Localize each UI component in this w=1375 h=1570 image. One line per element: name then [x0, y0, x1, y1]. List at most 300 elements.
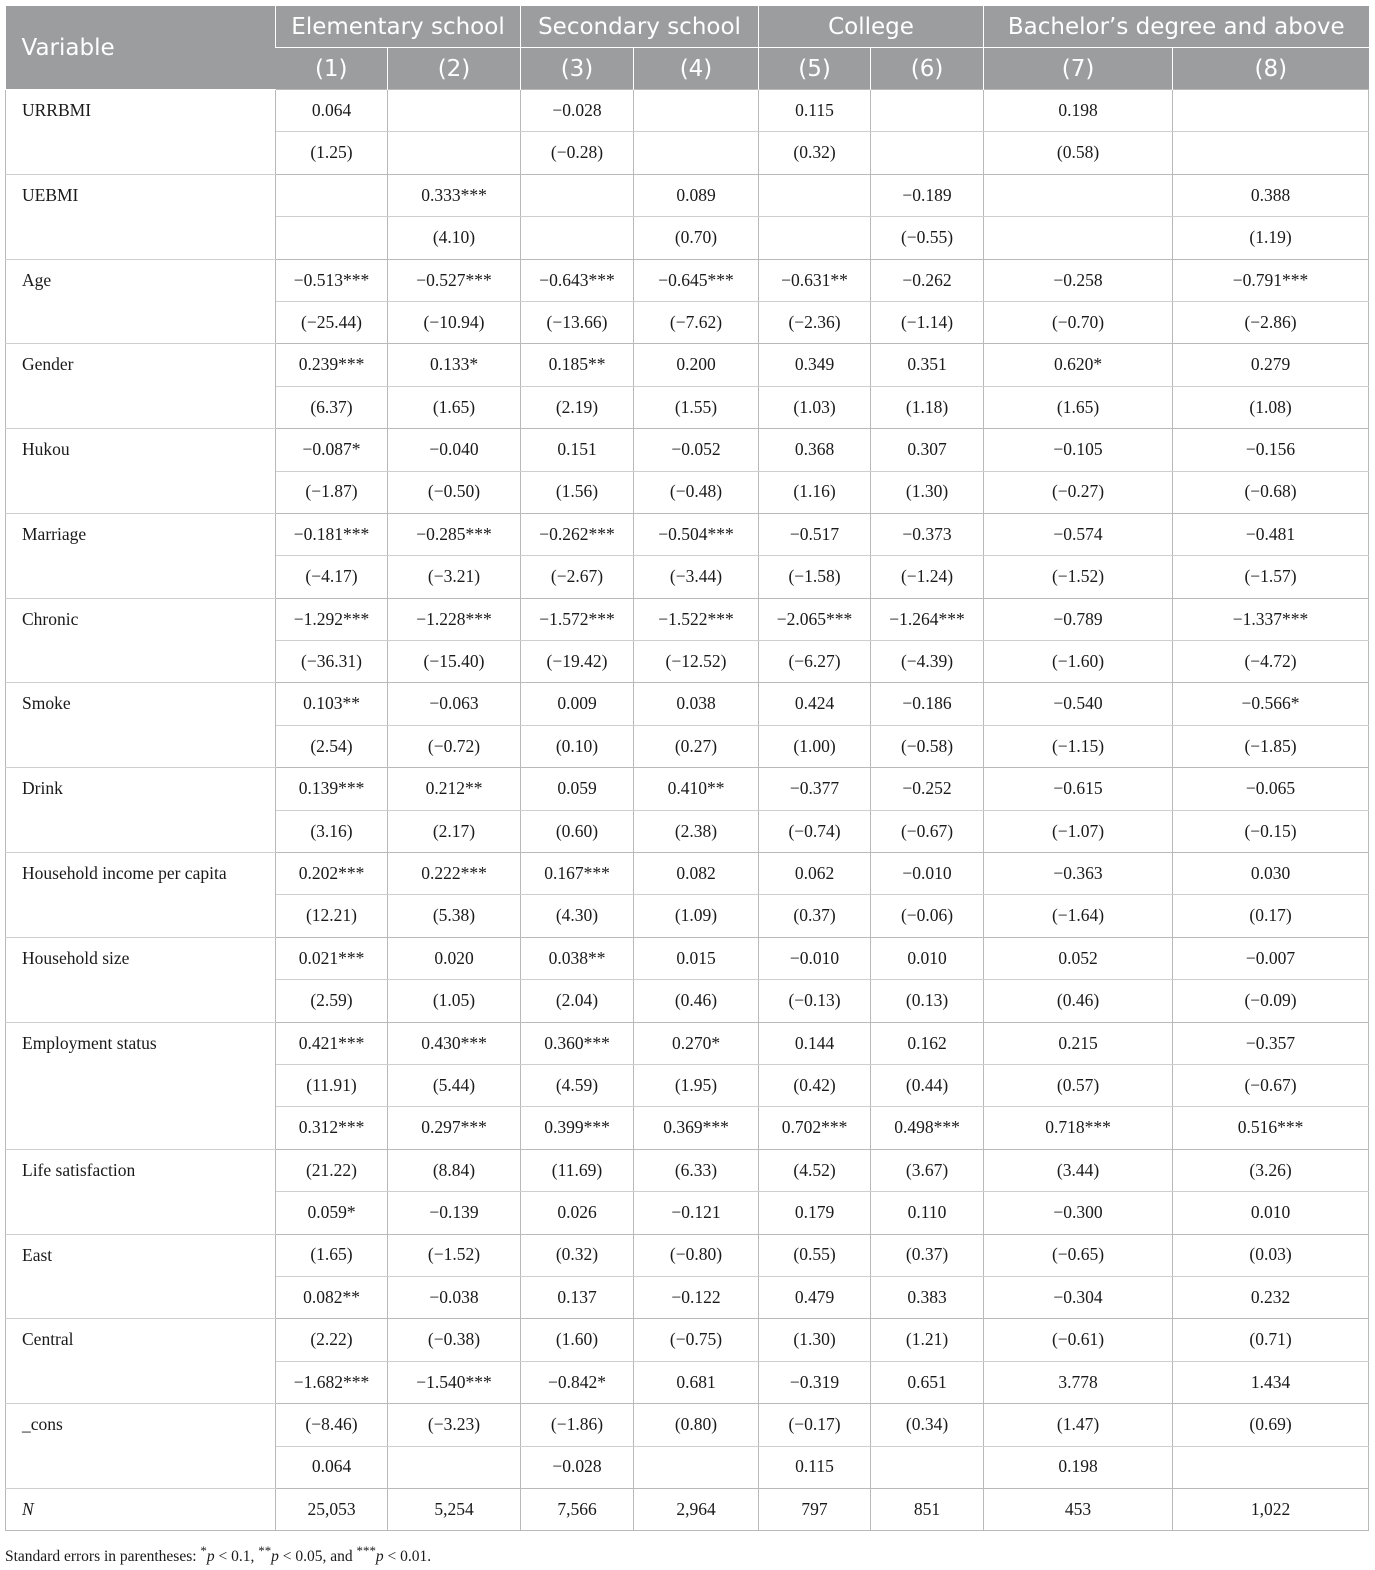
table-cell: (2.04)	[521, 980, 634, 1022]
row-label: _cons	[6, 1404, 276, 1489]
table-cell: (−0.28)	[521, 132, 634, 174]
table-row	[6, 344, 1369, 386]
table-cell: 1,022	[1173, 1488, 1369, 1530]
table-cell: (1.65)	[276, 1234, 388, 1276]
table-cell: (0.60)	[521, 810, 634, 852]
table-cell: (−0.09)	[1173, 980, 1369, 1022]
table-cell: −1.572***	[521, 598, 634, 640]
table-cell: (1.21)	[871, 1319, 984, 1361]
row-label: N	[6, 1488, 276, 1530]
table-cell: −0.252	[871, 768, 984, 810]
table-cell	[276, 217, 388, 259]
table-cell: 0.307	[871, 429, 984, 471]
table-cell: 0.222***	[388, 853, 521, 895]
table-cell: 0.038**	[521, 937, 634, 979]
table-cell: (−0.17)	[759, 1404, 871, 1446]
table-row	[6, 90, 1369, 132]
table-cell: 0.137	[521, 1276, 634, 1318]
table-cell: 0.010	[1173, 1192, 1369, 1234]
footnote-star: **	[258, 1543, 272, 1558]
table-cell: −0.028	[521, 90, 634, 132]
table-cell: −0.357	[1173, 1022, 1369, 1064]
row-label: Chronic	[6, 598, 276, 683]
table-cell: −0.156	[1173, 429, 1369, 471]
table-row	[6, 429, 1369, 471]
table-cell: (−3.23)	[388, 1404, 521, 1446]
table-cell: 0.144	[759, 1022, 871, 1064]
table-cell: (0.27)	[634, 725, 759, 767]
table-cell: (1.19)	[1173, 217, 1369, 259]
table-cell: (0.13)	[871, 980, 984, 1022]
table-cell: −0.040	[388, 429, 521, 471]
group-header-secondary-school: Secondary school	[521, 6, 759, 48]
table-cell: 0.064	[276, 1446, 388, 1488]
table-cell: (0.46)	[634, 980, 759, 1022]
table-cell: (−0.75)	[634, 1319, 759, 1361]
row-label: Marriage	[6, 513, 276, 598]
row-label: Age	[6, 259, 276, 344]
table-cell: −0.010	[759, 937, 871, 979]
table-row	[6, 1149, 1369, 1191]
table-cell: (−4.72)	[1173, 641, 1369, 683]
table-cell: (−0.50)	[388, 471, 521, 513]
table-cell: 453	[984, 1488, 1173, 1530]
table-cell: −0.574	[984, 513, 1173, 555]
table-cell: 0.064	[276, 90, 388, 132]
table-cell	[521, 174, 634, 216]
table-cell: (−1.15)	[984, 725, 1173, 767]
table-cell: (0.70)	[634, 217, 759, 259]
table-cell: 0.038	[634, 683, 759, 725]
table-cell: (6.33)	[634, 1149, 759, 1191]
table-cell: (−0.58)	[871, 725, 984, 767]
row-label: UEBMI	[6, 174, 276, 259]
table-cell: (−36.31)	[276, 641, 388, 683]
table-cell: (−4.17)	[276, 556, 388, 598]
table-cell: (−0.74)	[759, 810, 871, 852]
table-cell: −0.615	[984, 768, 1173, 810]
table-cell: (11.69)	[521, 1149, 634, 1191]
table-cell: (−0.15)	[1173, 810, 1369, 852]
table-cell	[634, 90, 759, 132]
table-cell: −1.292***	[276, 598, 388, 640]
table-cell: 0.115	[759, 1446, 871, 1488]
table-cell: 0.681	[634, 1361, 759, 1403]
table-cell	[1173, 90, 1369, 132]
table-cell: (1.08)	[1173, 386, 1369, 428]
table-cell: −0.566*	[1173, 683, 1369, 725]
table-cell: (0.03)	[1173, 1234, 1369, 1276]
table-cell: 0.167***	[521, 853, 634, 895]
table-cell: (−8.46)	[276, 1404, 388, 1446]
table-cell: (4.52)	[759, 1149, 871, 1191]
table-cell	[871, 1446, 984, 1488]
column-number-header: (1)	[276, 48, 388, 90]
table-cell: 0.215	[984, 1022, 1173, 1064]
table-cell: (−1.57)	[1173, 556, 1369, 598]
table-cell: 0.297***	[388, 1107, 521, 1149]
table-cell: −1.682***	[276, 1361, 388, 1403]
table-cell: −0.285***	[388, 513, 521, 555]
table-row	[6, 937, 1369, 979]
table-cell: −0.258	[984, 259, 1173, 301]
row-label: URRBMI	[6, 90, 276, 175]
table-cell	[634, 1446, 759, 1488]
table-cell: 0.702***	[759, 1107, 871, 1149]
table-cell: (2.22)	[276, 1319, 388, 1361]
row-label: Drink	[6, 768, 276, 853]
table-body	[6, 90, 1369, 1531]
table-cell: 0.021***	[276, 937, 388, 979]
table-cell: 0.212**	[388, 768, 521, 810]
table-cell: 2,964	[634, 1488, 759, 1530]
table-cell: (−15.40)	[388, 641, 521, 683]
table-cell: (1.65)	[388, 386, 521, 428]
table-cell: (4.59)	[521, 1064, 634, 1106]
table-cell: 0.030	[1173, 853, 1369, 895]
table-cell: (1.18)	[871, 386, 984, 428]
table-cell: (−0.38)	[388, 1319, 521, 1361]
table-cell: 0.059	[521, 768, 634, 810]
table-cell: 5,254	[388, 1488, 521, 1530]
footnote-star: ***	[356, 1543, 376, 1558]
table-cell: (4.30)	[521, 895, 634, 937]
table-cell: (1.55)	[634, 386, 759, 428]
column-number-header: (3)	[521, 48, 634, 90]
table-cell: (0.32)	[759, 132, 871, 174]
table-cell: 0.351	[871, 344, 984, 386]
table-cell: (5.38)	[388, 895, 521, 937]
row-label: Employment status	[6, 1022, 276, 1149]
table-cell: (2.59)	[276, 980, 388, 1022]
table-cell: (21.22)	[276, 1149, 388, 1191]
table-cell: (1.65)	[984, 386, 1173, 428]
table-row	[6, 513, 1369, 555]
table-cell: 0.202***	[276, 853, 388, 895]
table-cell: (0.80)	[634, 1404, 759, 1446]
table-cell: 851	[871, 1488, 984, 1530]
table-cell: (1.09)	[634, 895, 759, 937]
table-cell: (1.05)	[388, 980, 521, 1022]
column-number-header: (5)	[759, 48, 871, 90]
table-cell: (0.37)	[871, 1234, 984, 1276]
table-cell: (1.30)	[759, 1319, 871, 1361]
table-cell: 0.369***	[634, 1107, 759, 1149]
table-cell	[759, 174, 871, 216]
table-cell	[1173, 132, 1369, 174]
table-cell: 0.232	[1173, 1276, 1369, 1318]
table-cell: −0.645***	[634, 259, 759, 301]
group-header-college: College	[759, 6, 984, 48]
table-cell	[871, 90, 984, 132]
table-cell: (−19.42)	[521, 641, 634, 683]
table-cell: −0.481	[1173, 513, 1369, 555]
table-cell: 0.410**	[634, 768, 759, 810]
table-cell: 0.151	[521, 429, 634, 471]
table-cell: 0.312***	[276, 1107, 388, 1149]
table-cell: (0.10)	[521, 725, 634, 767]
table-cell: (−1.86)	[521, 1404, 634, 1446]
table-cell: 797	[759, 1488, 871, 1530]
table-cell: 7,566	[521, 1488, 634, 1530]
table-row	[6, 683, 1369, 725]
footnote-lead: Standard errors in parentheses:	[5, 1548, 201, 1566]
table-cell: (1.56)	[521, 471, 634, 513]
table-cell: −0.007	[1173, 937, 1369, 979]
footnote-threshold: < 0.1,	[214, 1548, 259, 1566]
table-cell: 0.009	[521, 683, 634, 725]
table-cell: (2.19)	[521, 386, 634, 428]
table-cell: (2.38)	[634, 810, 759, 852]
column-number-header: (7)	[984, 48, 1173, 90]
table-cell: (1.47)	[984, 1404, 1173, 1446]
table-cell: (3.44)	[984, 1149, 1173, 1191]
table-cell: (−4.39)	[871, 641, 984, 683]
table-cell: (0.37)	[759, 895, 871, 937]
table-cell: 1.434	[1173, 1361, 1369, 1403]
table-cell: (−0.67)	[871, 810, 984, 852]
table-cell: 25,053	[276, 1488, 388, 1530]
table-cell: 0.349	[759, 344, 871, 386]
table-cell: 0.279	[1173, 344, 1369, 386]
table-cell: (−7.62)	[634, 301, 759, 343]
table-cell: 0.270*	[634, 1022, 759, 1064]
table-row	[6, 259, 1369, 301]
table-cell: (−13.66)	[521, 301, 634, 343]
table-row	[6, 853, 1369, 895]
table-cell: −0.065	[1173, 768, 1369, 810]
table-cell: (3.16)	[276, 810, 388, 852]
table-row	[6, 1404, 1369, 1446]
table-cell: (0.34)	[871, 1404, 984, 1446]
table-cell: −0.038	[388, 1276, 521, 1318]
table-cell: 0.239***	[276, 344, 388, 386]
footnote-threshold: < 0.01.	[383, 1548, 432, 1566]
table-cell: (1.95)	[634, 1064, 759, 1106]
table-cell: (−0.80)	[634, 1234, 759, 1276]
table-cell: −0.513***	[276, 259, 388, 301]
table-cell: 0.082**	[276, 1276, 388, 1318]
row-label: Smoke	[6, 683, 276, 768]
table-cell: (−1.60)	[984, 641, 1173, 683]
table-cell: (−0.67)	[1173, 1064, 1369, 1106]
table-cell: −0.373	[871, 513, 984, 555]
table-cell: (−0.48)	[634, 471, 759, 513]
table-cell: −0.028	[521, 1446, 634, 1488]
footnote-threshold: < 0.05, and	[278, 1548, 357, 1566]
table-cell: (2.17)	[388, 810, 521, 852]
variable-column-header: Variable	[6, 6, 276, 90]
table-cell: −0.300	[984, 1192, 1173, 1234]
table-row	[6, 1234, 1369, 1276]
table-cell: 0.388	[1173, 174, 1369, 216]
footnote-p: p	[206, 1548, 215, 1566]
table-cell: −0.262	[871, 259, 984, 301]
table-row	[6, 1319, 1369, 1361]
row-label: Central	[6, 1319, 276, 1404]
table-cell: (−0.06)	[871, 895, 984, 937]
table-cell: (−1.52)	[984, 556, 1173, 598]
table-cell: (1.25)	[276, 132, 388, 174]
table-row	[6, 174, 1369, 216]
table-cell: −0.631**	[759, 259, 871, 301]
table-cell: 0.200	[634, 344, 759, 386]
table-cell: (0.46)	[984, 980, 1173, 1022]
table-cell	[388, 90, 521, 132]
table-cell: −0.304	[984, 1276, 1173, 1318]
table-row	[6, 598, 1369, 640]
table-cell	[276, 174, 388, 216]
table-cell: (4.10)	[388, 217, 521, 259]
table-cell: (0.58)	[984, 132, 1173, 174]
table-cell: (−25.44)	[276, 301, 388, 343]
table-cell: (1.60)	[521, 1319, 634, 1361]
table-cell: (0.69)	[1173, 1404, 1369, 1446]
column-number-header: (8)	[1173, 48, 1369, 90]
table-cell: −0.363	[984, 853, 1173, 895]
table-cell: (−2.67)	[521, 556, 634, 598]
table-cell: 0.198	[984, 90, 1173, 132]
table-cell	[1173, 1446, 1369, 1488]
header-group-row	[6, 6, 1369, 48]
table-cell: (−2.86)	[1173, 301, 1369, 343]
table-cell: (−1.87)	[276, 471, 388, 513]
table-cell: −1.228***	[388, 598, 521, 640]
table-cell: 0.052	[984, 937, 1173, 979]
table-cell: 0.026	[521, 1192, 634, 1234]
table-cell: (0.57)	[984, 1064, 1173, 1106]
table-cell: (3.26)	[1173, 1149, 1369, 1191]
table-cell: −0.517	[759, 513, 871, 555]
sample-size-row	[6, 1488, 1369, 1530]
table-cell: (0.42)	[759, 1064, 871, 1106]
table-cell: 0.399***	[521, 1107, 634, 1149]
table-cell: −0.181***	[276, 513, 388, 555]
row-label: Life satisfaction	[6, 1149, 276, 1234]
table-cell: −0.186	[871, 683, 984, 725]
table-cell: 0.179	[759, 1192, 871, 1234]
table-cell: (12.21)	[276, 895, 388, 937]
footnote-p: p	[271, 1548, 279, 1566]
table-cell: 0.139***	[276, 768, 388, 810]
table-cell: −0.139	[388, 1192, 521, 1234]
table-cell: (0.55)	[759, 1234, 871, 1276]
table-cell: (3.67)	[871, 1149, 984, 1191]
group-header-elementary-school: Elementary school	[276, 6, 521, 48]
table-cell: −0.504***	[634, 513, 759, 555]
table-cell: (−0.27)	[984, 471, 1173, 513]
table-cell: (−6.27)	[759, 641, 871, 683]
table-row	[6, 768, 1369, 810]
table-cell	[759, 217, 871, 259]
table-cell: 0.115	[759, 90, 871, 132]
table-cell: −0.789	[984, 598, 1173, 640]
table-cell: −0.087*	[276, 429, 388, 471]
table-cell	[984, 217, 1173, 259]
table-cell: (−0.68)	[1173, 471, 1369, 513]
table-cell	[871, 132, 984, 174]
table-cell: (−1.24)	[871, 556, 984, 598]
table-cell: 0.383	[871, 1276, 984, 1318]
table-cell: (0.32)	[521, 1234, 634, 1276]
column-number-header: (2)	[388, 48, 521, 90]
table-cell: (−0.70)	[984, 301, 1173, 343]
table-cell: 0.516***	[1173, 1107, 1369, 1149]
table-cell	[634, 132, 759, 174]
table-footnote	[5, 1543, 431, 1566]
table-cell: −1.337***	[1173, 598, 1369, 640]
table-cell: (−2.36)	[759, 301, 871, 343]
table-cell: −0.842*	[521, 1361, 634, 1403]
table-cell: (1.00)	[759, 725, 871, 767]
column-number-header: (6)	[871, 48, 984, 90]
table-cell: −0.527***	[388, 259, 521, 301]
table-cell: 0.360***	[521, 1022, 634, 1064]
table-cell: (−0.55)	[871, 217, 984, 259]
table-cell: 0.368	[759, 429, 871, 471]
row-label: Household income per capita	[6, 853, 276, 938]
table-cell: −0.262***	[521, 513, 634, 555]
table-cell: (0.17)	[1173, 895, 1369, 937]
table-cell: (−1.58)	[759, 556, 871, 598]
table-cell: −0.121	[634, 1192, 759, 1234]
table-cell: 0.020	[388, 937, 521, 979]
table-cell: −0.105	[984, 429, 1173, 471]
table-cell: −0.643***	[521, 259, 634, 301]
table-row	[6, 1022, 1369, 1064]
table-cell: −1.540***	[388, 1361, 521, 1403]
table-cell: (−3.44)	[634, 556, 759, 598]
table-cell: (0.44)	[871, 1064, 984, 1106]
table-cell: −0.010	[871, 853, 984, 895]
table-cell: 0.162	[871, 1022, 984, 1064]
table-cell: 0.421***	[276, 1022, 388, 1064]
table-cell: 0.110	[871, 1192, 984, 1234]
group-header-bachelors-and-above: Bachelor’s degree and above	[984, 6, 1369, 48]
table-cell: (2.54)	[276, 725, 388, 767]
table-cell: (−3.21)	[388, 556, 521, 598]
table-cell: (−1.64)	[984, 895, 1173, 937]
table-cell: −1.264***	[871, 598, 984, 640]
table-cell: (−0.13)	[759, 980, 871, 1022]
table-cell: (−1.14)	[871, 301, 984, 343]
table-cell: 3.778	[984, 1361, 1173, 1403]
table-cell: 0.620*	[984, 344, 1173, 386]
row-label: Hukou	[6, 429, 276, 514]
row-label: East	[6, 1234, 276, 1319]
table-cell: 0.430***	[388, 1022, 521, 1064]
column-number-header: (4)	[634, 48, 759, 90]
table-cell: 0.089	[634, 174, 759, 216]
table-cell: (−0.65)	[984, 1234, 1173, 1276]
table-cell: −0.791***	[1173, 259, 1369, 301]
table-cell: (1.03)	[759, 386, 871, 428]
table-cell	[388, 1446, 521, 1488]
table-cell: 0.133*	[388, 344, 521, 386]
table-header	[6, 6, 1369, 90]
table-cell: 0.651	[871, 1361, 984, 1403]
table-cell: −0.319	[759, 1361, 871, 1403]
footnote-star: *	[200, 1543, 207, 1558]
table-cell: (11.91)	[276, 1064, 388, 1106]
table-cell: 0.333***	[388, 174, 521, 216]
table-cell: (1.30)	[871, 471, 984, 513]
table-cell: 0.498***	[871, 1107, 984, 1149]
table-cell: −2.065***	[759, 598, 871, 640]
table-cell: 0.010	[871, 937, 984, 979]
table-cell: (6.37)	[276, 386, 388, 428]
table-cell: 0.718***	[984, 1107, 1173, 1149]
